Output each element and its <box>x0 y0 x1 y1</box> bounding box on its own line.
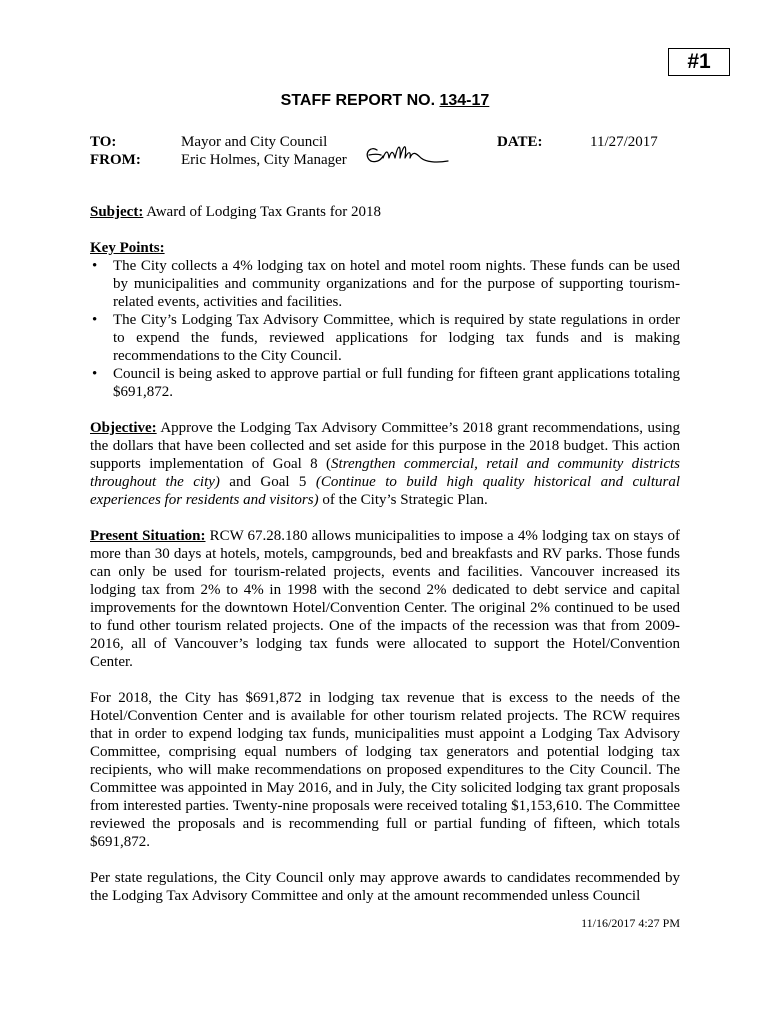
key-point-item: • Council is being asked to approve partial or full funding for fifteen grant applications totaling $691,872. <box>90 365 680 401</box>
key-points-list <box>90 257 680 401</box>
key-point-item: • The City’s Lodging Tax Advisory Committee, which is required by state regulations in order to expend the funds, reviewed applications for lodging tax funds and is making recommendations to the City Council. <box>90 311 680 365</box>
date-label: DATE: <box>497 134 543 150</box>
page-number-box: #1 <box>668 48 730 76</box>
objective-label: Objective: <box>90 420 157 436</box>
signature-image <box>364 140 450 170</box>
to-value: Mayor and City Council <box>181 134 328 150</box>
footer-timestamp: 11/16/2017 4:27 PM <box>581 916 680 930</box>
report-body <box>90 203 680 905</box>
subject-line <box>90 203 680 221</box>
report-title <box>0 92 770 110</box>
goal-8-text: Strengthen commercial, retail and community districts throughout the city) <box>90 456 680 490</box>
key-points-heading: Key Points: <box>90 240 165 256</box>
to-label: TO: <box>90 134 117 150</box>
report-number: 134-17 <box>439 92 490 109</box>
subject-label: Subject: <box>90 204 144 220</box>
date-value: 11/27/2017 <box>590 134 658 150</box>
report-title-prefix: STAFF REPORT NO. <box>280 92 440 109</box>
from-value: Eric Holmes, City Manager <box>181 152 347 168</box>
subject-text: Award of Lodging Tax Grants for 2018 <box>143 204 381 220</box>
funding-paragraph: For 2018, the City has $691,872 in lodging tax revenue that is excess to the needs of the Hotel/Convention Center and is available for other tourism related projects. The RCW requires that in order to expend lodging tax funds, municipalities must appoint a Lodging Tax Advisory Committee, comprising equal numbers of lodging tax generators and potential lodging tax recipients, who will make recommendations on proposed expenditures to the City Council. The Committee was appointed in May 2016, and in July, the City solicited lodging tax grant proposals from interested parties. Twenty-nine proposals were received totaling $1,153,610. The Committee reviewed the proposals and is recommending full or partial funding of fifteen, which totals $691,872. <box>90 690 680 850</box>
present-situation-paragraph: Present Situation: RCW 67.28.180 allows municipalities to impose a 4% lodging tax on stays of more than 30 days at hotels, motels, campgrounds, bed and breakfasts and RV parks. Those funds can only be used for tourism-related projects, events and facilities. Vancouver increased its lodging tax from 2% to 4% in 1998 with the second 2% dedicated to debt service and capital improvements for the downtown Hotel/Convention Center. The original 2% continued to be used to fund other tourism related projects. One of the impacts of the recession was that from 2009-2016, all of Vancouver’s lodging tax funds were allocated to support the Hotel/Convention Center. <box>90 528 680 670</box>
from-label: FROM: <box>90 152 141 168</box>
regulations-paragraph: Per state regulations, the City Council only may approve awards to candidates recommended by the Lodging Tax Advisory Committee and only at the amount recommended unless Council <box>90 870 680 904</box>
objective-paragraph: Objective: Approve the Lodging Tax Advisory Committee’s 2018 grant recommendations, using the dollars that have been collected and set aside for this purpose in the 2018 budget. This action supports implementation of Goal 8 (Strengthen commercial, retail and community districts throughout the city) and Goal 5 (Continue to build high quality historical and cultural experiences for residents and visitors) of the City’s Strategic Plan. <box>90 420 680 508</box>
key-point-item: • The City collects a 4% lodging tax on hotel and motel room nights. These funds can be used by municipalities and community organizations and for the purpose of supporting tourism-related events, activities and facilities. <box>90 257 680 311</box>
goal-5-text: (Continue to build high quality historical and cultural experiences for residents and visitors) <box>90 474 680 508</box>
present-situation-label: Present Situation: <box>90 528 206 544</box>
